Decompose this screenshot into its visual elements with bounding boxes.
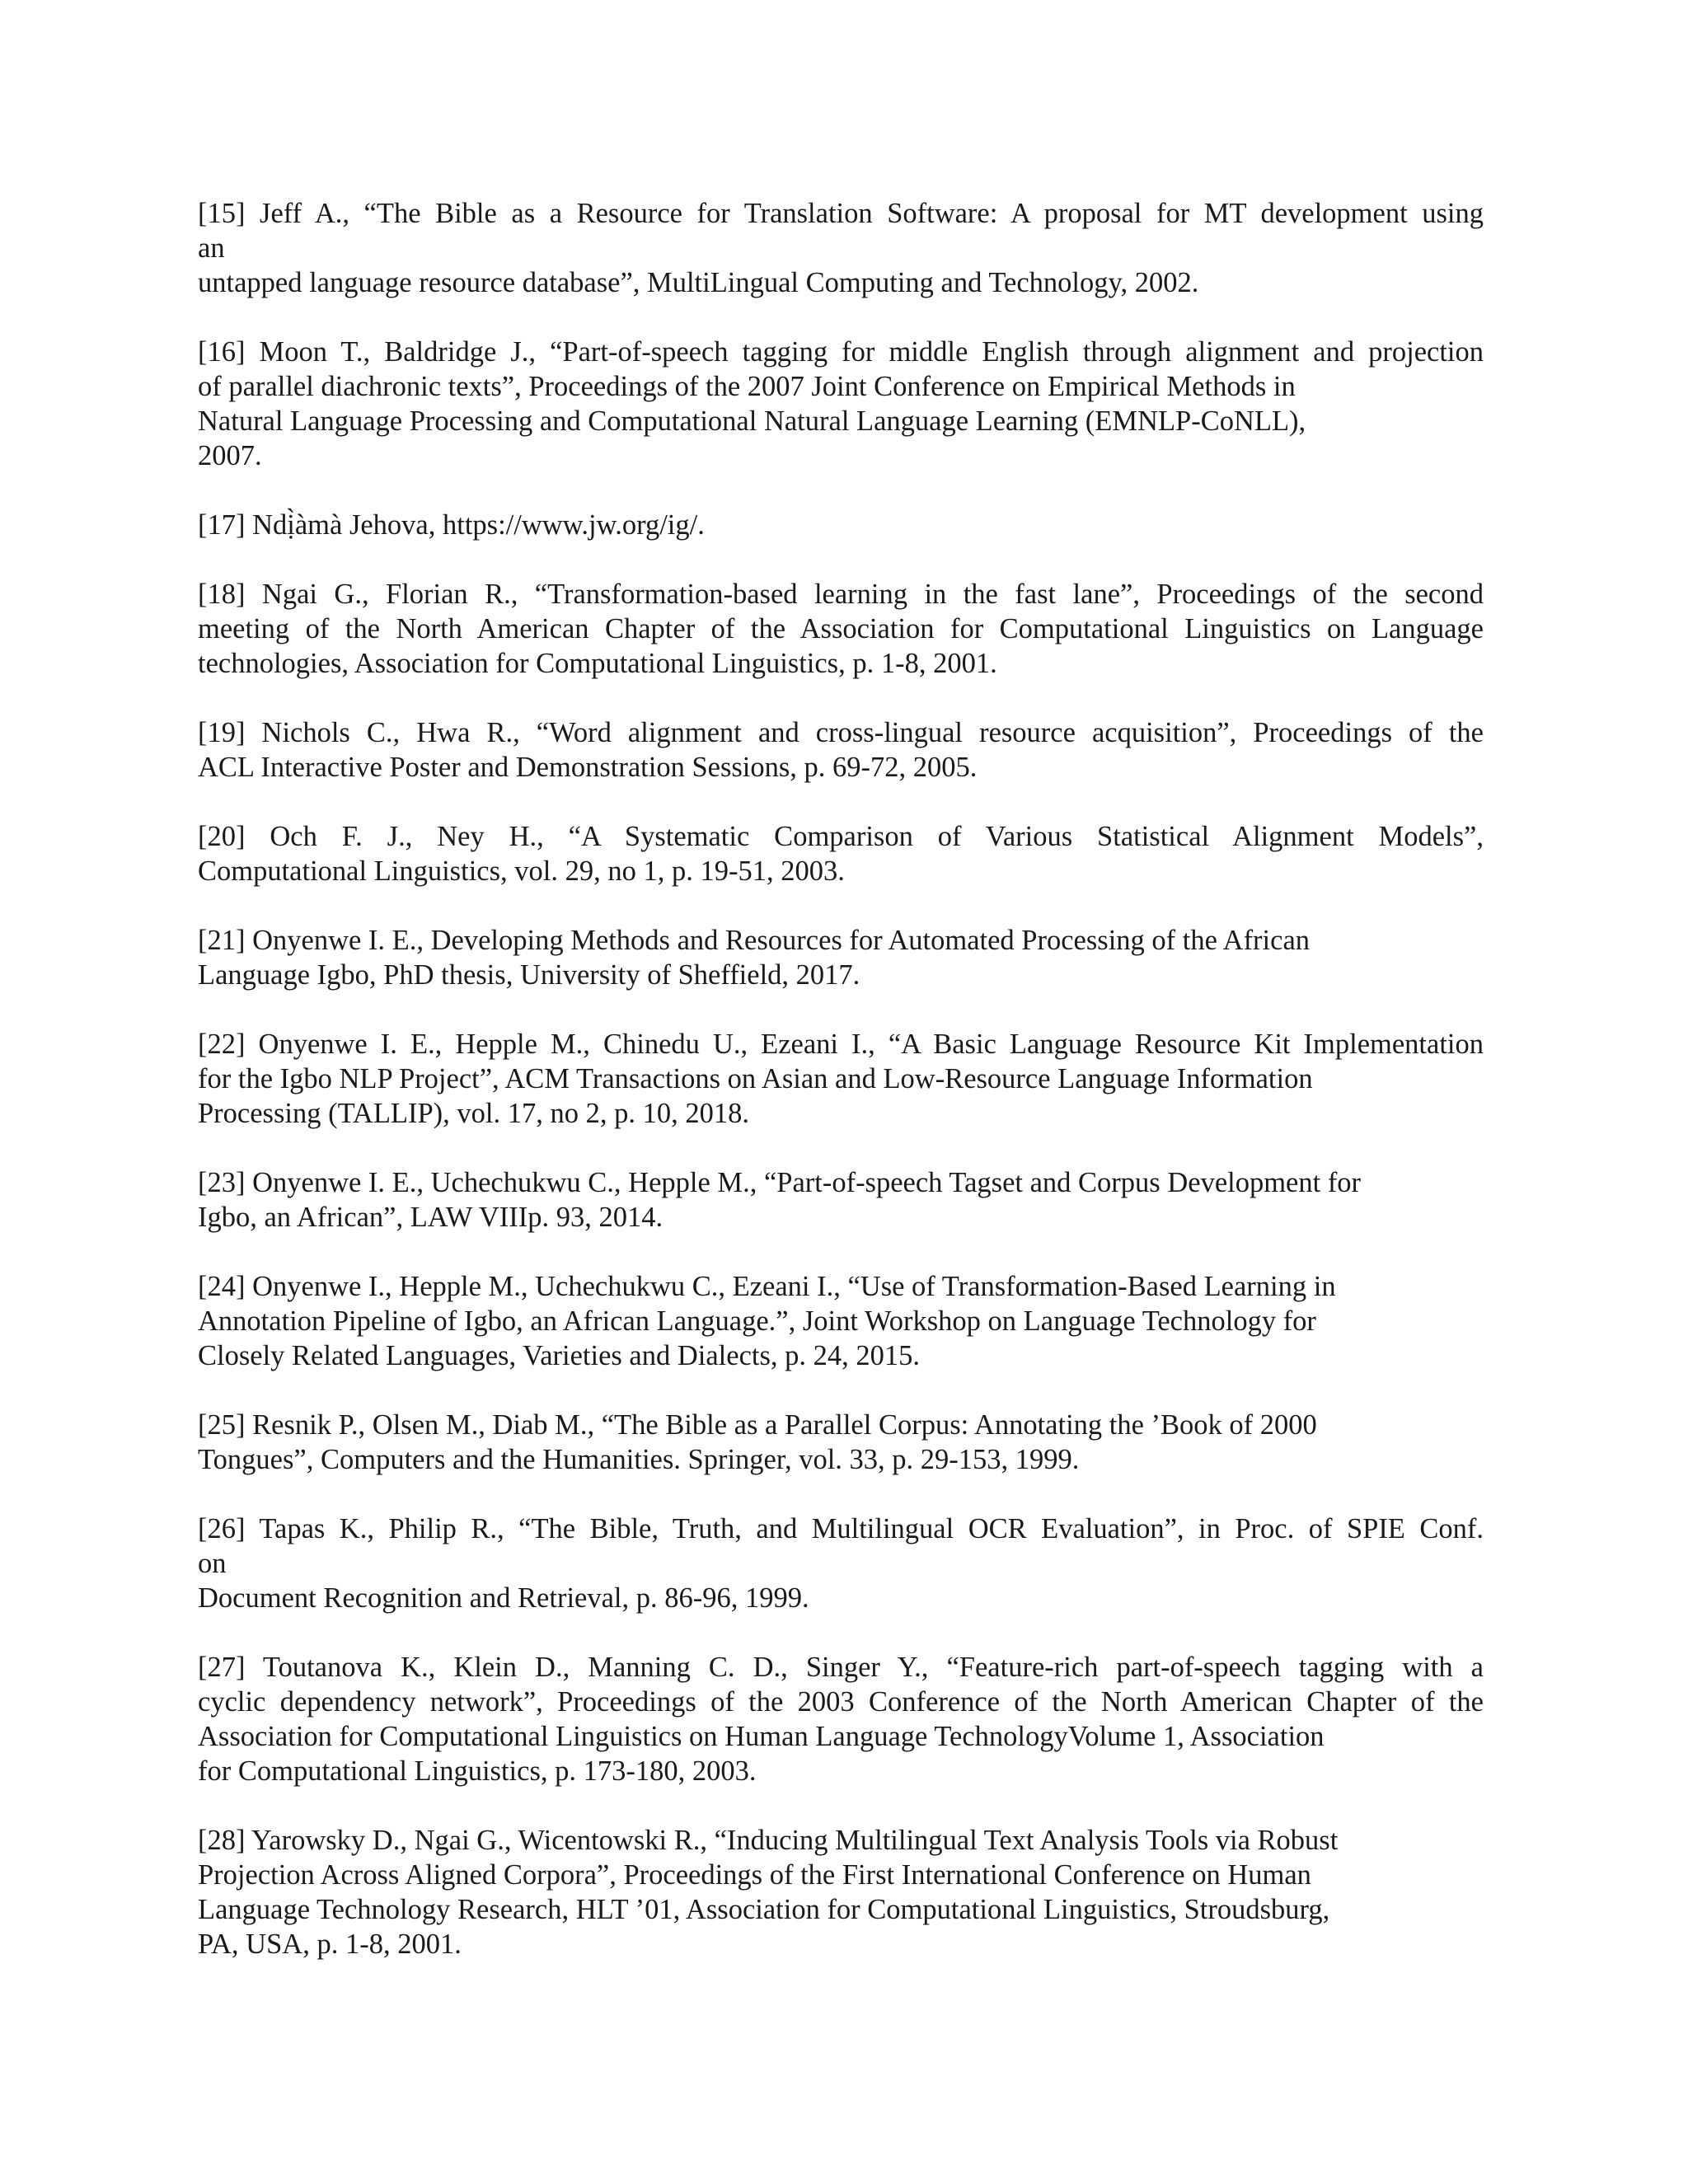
reference-line: Processing (TALLIP), vol. 17, no 2, p. 10, 2018. — [198, 1098, 749, 1129]
reference-20 — [198, 819, 1484, 888]
reference-line: [16] Moon T., Baldridge J., “Part-of-speech tagging for middle English through alignment and projection — [198, 336, 1484, 368]
reference-24 — [198, 1269, 1484, 1373]
reference-line: [21] Onyenwe I. E., Developing Methods and Resources for Automated Processing of the African — [198, 925, 1311, 956]
reference-list — [198, 196, 1484, 1996]
reference-line: [24] Onyenwe I., Hepple M., Uchechukwu C., Ezeani I., “Use of Transformation-Based Learning in — [198, 1271, 1336, 1302]
reference-18 — [198, 577, 1484, 681]
reference-line: Association for Computational Linguistics on Human Language TechnologyVolume 1, Association — [198, 1721, 1325, 1752]
reference-line: Computational Linguistics, vol. 29, no 1, p. 19-51, 2003. — [198, 855, 845, 887]
reference-line: Language Igbo, PhD thesis, University of Sheffield, 2017. — [198, 959, 860, 991]
reference-line: [15] Jeff A., “The Bible as a Resource for Translation Software: A proposal for MT development using — [198, 198, 1484, 229]
reference-line: Projection Across Aligned Corpora”, Proceedings of the First International Conference on Human — [198, 1859, 1311, 1891]
reference-line: an — [198, 232, 225, 264]
reference-line: untapped language resource database”, MultiLingual Computing and Technology, 2002. — [198, 267, 1199, 298]
reference-line: [22] Onyenwe I. E., Hepple M., Chinedu U., Ezeani I., “A Basic Language Resource Kit Implementation — [198, 1029, 1484, 1060]
reference-21 — [198, 923, 1484, 992]
reference-line: [19] Nichols C., Hwa R., “Word alignment and cross-lingual resource acquisition”, Proceedings of the — [198, 717, 1484, 748]
reference-line: [18] Ngai G., Florian R., “Transformation-based learning in the fast lane”, Proceedings of the second — [198, 579, 1484, 610]
reference-25 — [198, 1408, 1484, 1477]
reference-line: Natural Language Processing and Computational Natural Language Learning (EMNLP-CoNLL), — [198, 405, 1306, 437]
reference-line: Closely Related Languages, Varieties and Dialects, p. 24, 2015. — [198, 1340, 921, 1371]
reference-line: on — [198, 1548, 227, 1579]
reference-19 — [198, 715, 1484, 785]
reference-line: [17] Ndị̀àmà Jehova, https://www.jw.org/ig/. — [198, 509, 705, 541]
reference-line: Language Technology Research, HLT ’01, Association for Computational Linguistics, Stroudsburg, — [198, 1894, 1330, 1925]
reference-line: [20] Och F. J., Ney H., “A Systematic Comparison of Various Statistical Alignment Models”, — [198, 821, 1484, 852]
reference-15 — [198, 196, 1484, 300]
reference-line: for the Igbo NLP Project”, ACM Transactions on Asian and Low-Resource Language Information — [198, 1063, 1313, 1094]
reference-23 — [198, 1165, 1484, 1235]
reference-22 — [198, 1027, 1484, 1131]
reference-26 — [198, 1511, 1484, 1615]
reference-line: technologies, Association for Computational Linguistics, p. 1-8, 2001. — [198, 648, 997, 679]
reference-line: Document Recognition and Retrieval, p. 86-96, 1999. — [198, 1582, 809, 1614]
reference-line: meeting of the North American Chapter of the Association for Computational Linguistics on Language — [198, 613, 1484, 644]
reference-line: PA, USA, p. 1-8, 2001. — [198, 1929, 462, 1960]
reference-line: [28] Yarowsky D., Ngai G., Wicentowski R., “Inducing Multilingual Text Analysis Tools via Robust — [198, 1825, 1339, 1856]
reference-line: cyclic dependency network”, Proceedings of the 2003 Conference of the North American Chapter of the — [198, 1686, 1484, 1718]
reference-line: Tongues”, Computers and the Humanities. Springer, vol. 33, p. 29-153, 1999. — [198, 1444, 1080, 1475]
reference-17 — [198, 508, 1484, 542]
reference-line: [23] Onyenwe I. E., Uchechukwu C., Hepple M., “Part-of-speech Tagset and Corpus Development for — [198, 1167, 1362, 1198]
reference-line: ACL Interactive Poster and Demonstration Sessions, p. 69-72, 2005. — [198, 752, 978, 783]
reference-line: Annotation Pipeline of Igbo, an African Language.”, Joint Workshop on Language Technology for — [198, 1305, 1316, 1337]
reference-line: for Computational Linguistics, p. 173-180, 2003. — [198, 1755, 757, 1787]
reference-27 — [198, 1650, 1484, 1788]
reference-line: 2007. — [198, 440, 262, 471]
reference-line: Igbo, an African”, LAW VIIIp. 93, 2014. — [198, 1202, 663, 1233]
reference-16 — [198, 335, 1484, 473]
reference-line: [27] Toutanova K., Klein D., Manning C. D., Singer Y., “Feature-rich part-of-speech tagging with a — [198, 1652, 1484, 1683]
reference-line: [25] Resnik P., Olsen M., Diab M., “The Bible as a Parallel Corpus: Annotating the ’Book of 2000 — [198, 1409, 1317, 1441]
reference-line: [26] Tapas K., Philip R., “The Bible, Truth, and Multilingual OCR Evaluation”, in Proc. of SPIE Conf. — [198, 1513, 1484, 1544]
reference-line: of parallel diachronic texts”, Proceedings of the 2007 Joint Conference on Empirical Methods in — [198, 371, 1296, 402]
reference-28 — [198, 1823, 1484, 1961]
